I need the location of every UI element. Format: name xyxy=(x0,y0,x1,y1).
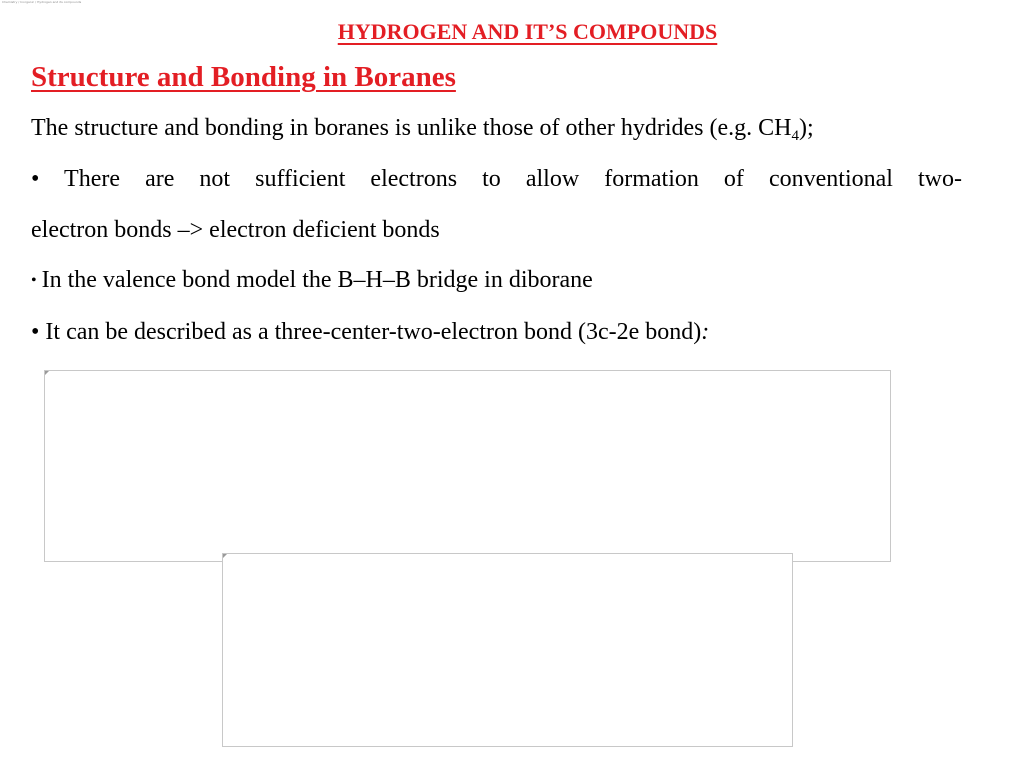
diagram-image-placeholder xyxy=(222,553,793,747)
intro-line xyxy=(31,113,814,151)
intro-suffix: ); xyxy=(799,115,814,141)
bullet-3c2e-text: It can be described as a three-center-two-electron bond (3c-2e bond) xyxy=(45,319,702,345)
bullet-icon: • xyxy=(31,272,37,289)
image-corner-mark xyxy=(223,554,227,558)
intro-text: The structure and bonding in boranes is unlike those of other hydrides (e.g. CH xyxy=(31,115,792,141)
bullet-electrons-line1 xyxy=(31,164,962,194)
slide-header: HYDROGEN AND IT’S COMPOUNDS xyxy=(337,19,718,44)
bullet-valence-text: In the valence bond model the B–H–B bridge in diborane xyxy=(41,267,593,293)
bullet-valence-bond xyxy=(31,265,593,296)
diagram-image-placeholder xyxy=(44,370,891,562)
bullet-icon: • xyxy=(31,166,40,192)
bullet-electrons-line2: electron bonds –> electron deficient bonds xyxy=(31,217,440,243)
bullet-3c2e-colon: : xyxy=(701,319,710,345)
bullet-icon: • xyxy=(31,319,40,345)
ch4-subscript: 4 xyxy=(791,128,799,144)
slide-source-note: Chemistry / Inorganic / Hydrogen and its compounds xyxy=(2,0,82,4)
section-title: Structure and Bonding in Boranes xyxy=(31,61,456,93)
bullet-electrons-text: There are not sufficient electrons to allow formation of conventional two- xyxy=(64,166,962,192)
bullet-3c2e xyxy=(31,317,709,347)
image-corner-mark xyxy=(45,371,49,375)
